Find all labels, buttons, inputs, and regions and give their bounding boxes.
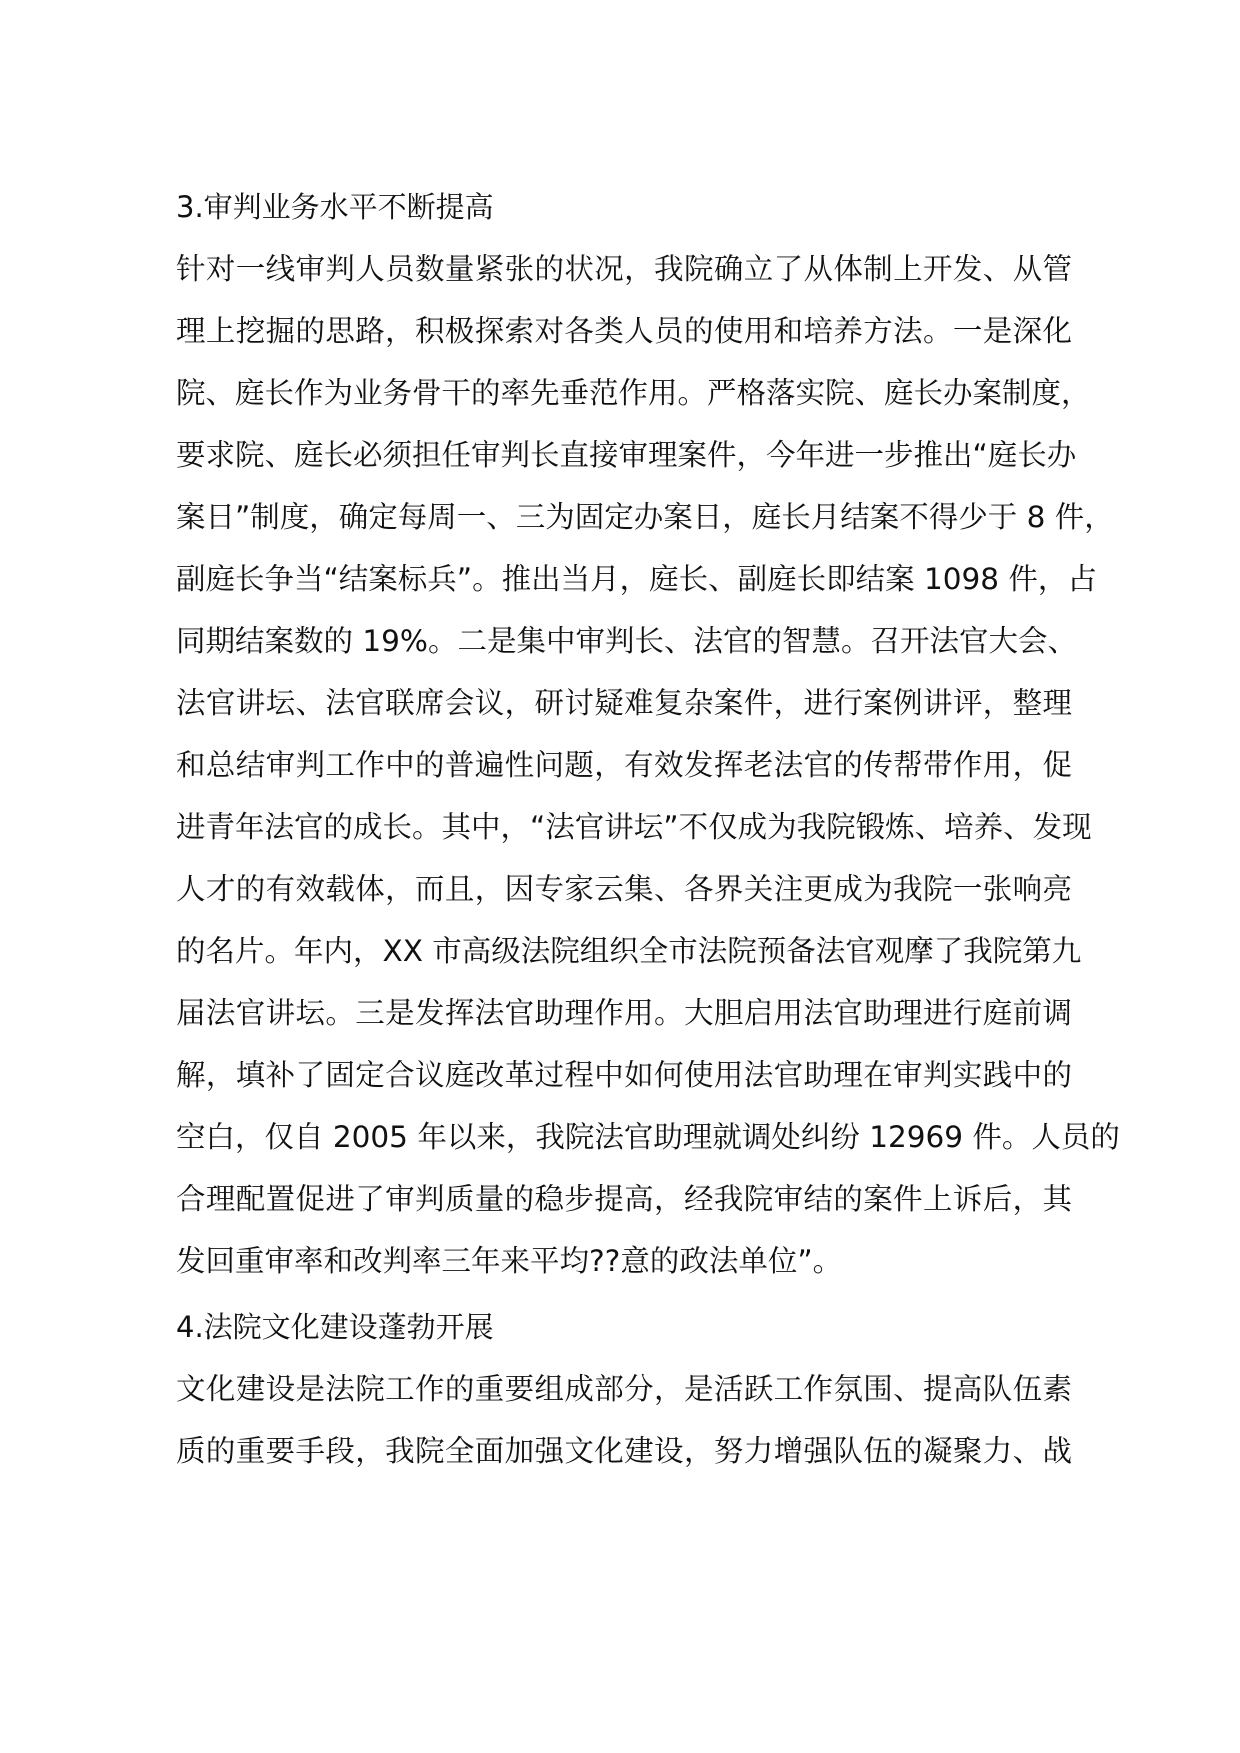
paragraph-line: 发回重审率和改判率三年来平均??意的政法单位”。 [176,1244,843,1278]
paragraph-line: 人才的有效载体，而且，因专家云集、各界关注更成为我院一张响亮 [176,872,1072,906]
paragraph-line: 要求院、庭长必须担任审判长直接审理案件，今年进一步推出“庭长办 [176,438,1077,472]
paragraph-line: 合理配置促进了审判质量的稳步提高，经我院审结的案件上诉后，其 [176,1182,1072,1216]
paragraph-line: 解，填补了固定合议庭改革过程中如何使用法官助理在审判实践中的 [176,1058,1072,1092]
section-heading: 3.审判业务水平不断提高 [176,190,494,224]
paragraph-line: 文化建设是法院工作的重要组成部分，是活跃工作氛围、提高队伍素 [176,1372,1072,1406]
paragraph-line: 的名片。年内，XX 市高级法院组织全市法院预备法官观摩了我院第九 [176,934,1082,968]
paragraph-line: 案日”制度，确定每周一、三为固定办案日，庭长月结案不得少于 8 件， [176,500,1114,534]
paragraph-line: 法官讲坛、法官联席会议，研讨疑难复杂案件，进行案例讲评，整理 [176,686,1072,720]
paragraph-line: 进青年法官的成长。其中，“法官讲坛”不仅成为我院锻炼、培养、发现 [176,810,1092,844]
paragraph-line: 同期结案数的 19%。二是集中审判长、法官的智慧。召开法官大会、 [176,624,1077,658]
paragraph-line: 和总结审判工作中的普遍性问题，有效发挥老法官的传帮带作用，促 [176,748,1072,782]
paragraph-line: 质的重要手段，我院全面加强文化建设，努力增强队伍的凝聚力、战 [176,1434,1072,1468]
paragraph-line: 针对一线审判人员数量紧张的状况，我院确立了从体制上开发、从管 [176,252,1072,286]
paragraph-line: 理上挖掘的思路，积极探索对各类人员的使用和培养方法。一是深化 [176,314,1072,348]
paragraph-line: 院、庭长作为业务骨干的率先垂范作用。严格落实院、庭长办案制度， [176,376,1091,410]
section-paragraph [176,238,1120,1292]
paragraph-line: 副庭长争当“结案标兵”。推出当月，庭长、副庭长即结案 1098 件，占 [176,562,1097,596]
paragraph-line: 空白，仅自 2005 年以来，我院法官助理就调处纠纷 12969 件。人员的 [176,1120,1120,1154]
paragraph-line: 届法官讲坛。三是发挥法官助理作用。大胆启用法官助理进行庭前调 [176,996,1072,1030]
section-paragraph [176,1358,1072,1482]
document-body [176,176,1120,1482]
section-heading: 4.法院文化建设蓬勃开展 [176,1310,494,1344]
